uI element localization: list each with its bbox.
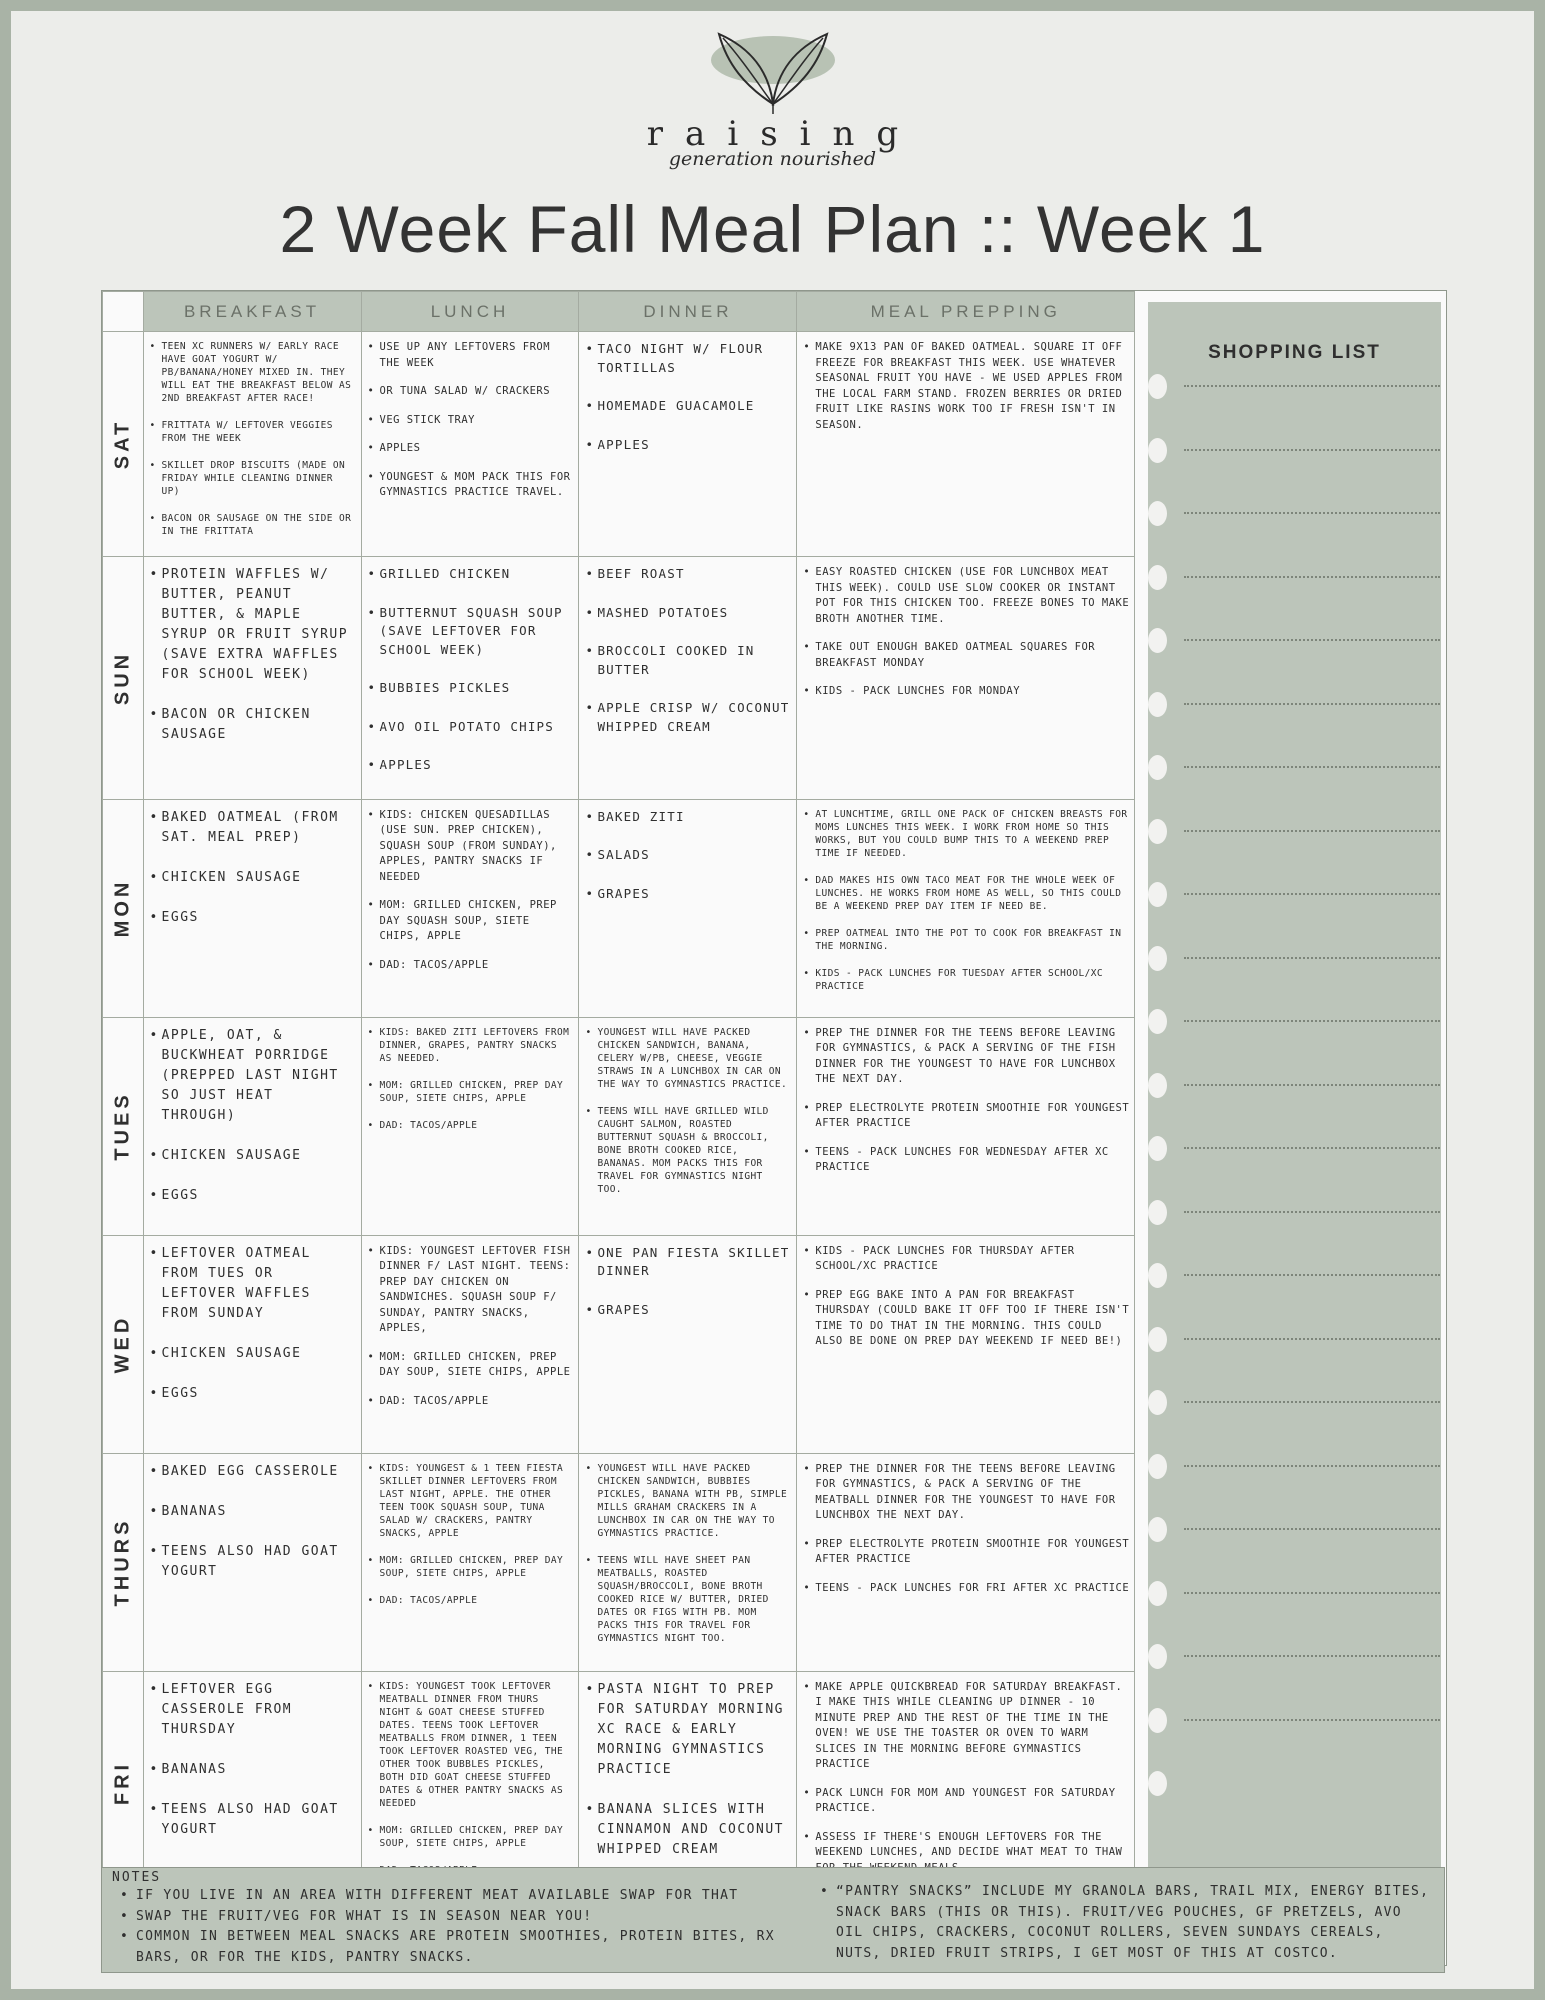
shopping-list-line[interactable] xyxy=(1184,511,1440,514)
meal-item: • FRITTATA W/ LEFTOVER VEGGIES FROM THE WEEK xyxy=(162,419,357,445)
binder-hole-icon xyxy=(1148,1581,1167,1606)
day-label: TUES xyxy=(111,1091,134,1161)
dinner-cell xyxy=(579,1453,797,1671)
breakfast-list xyxy=(144,1236,361,1428)
shopping-list-panel xyxy=(1148,302,1441,1961)
day-label: THURS xyxy=(111,1517,134,1607)
binder-hole-icon xyxy=(1148,1708,1167,1733)
shopping-list-line[interactable] xyxy=(1184,1210,1440,1213)
meal-item: • MAKE 9X13 PAN OF BAKED OATMEAL. SQUARE IT OFF FREEZE FOR BREAKFAST THIS WEEK. USE WHATEVER SEASONAL FRUIT YOU HAVE - WE USED APPLES FROM THE LOCAL FARM STAND. FROZEN BERRIES OR DRIED FRUIT LIKE RASINS WORK TOO IF FRESH ISN'T IN SEASON. xyxy=(815,340,1130,433)
col-header-breakfast: BREAKFAST xyxy=(143,292,361,332)
binder-hole-icon xyxy=(1148,1327,1167,1352)
meal-item: • DAD: TACOS/APPLE xyxy=(380,1594,575,1607)
notes-section xyxy=(101,1867,1445,1973)
day-label: FRI xyxy=(111,1760,134,1806)
meal-item: • MOM: GRILLED CHICKEN, PREP DAY SOUP, SIETE CHIPS, APPLE xyxy=(380,1554,575,1580)
day-label-cell xyxy=(103,1017,144,1235)
shopping-list-line[interactable] xyxy=(1184,1718,1440,1721)
meal-item: • YOUNGEST WILL HAVE PACKED CHICKEN SANDWICH, BANANA, CELERY W/PB, CHEESE, VEGGIE STRAWS IN A LUNCHBOX IN CAR ON THE WAY TO GYMNASTICS PRACTICE. xyxy=(597,1026,792,1091)
col-header-meal-prepping: MEAL PREPPING xyxy=(797,292,1135,332)
col-header-dinner: DINNER xyxy=(579,292,797,332)
meal-item: • KIDS - PACK LUNCHES FOR TUESDAY AFTER SCHOOL/XC PRACTICE xyxy=(815,967,1130,993)
meal-prepping-list xyxy=(797,1018,1134,1193)
binder-hole-icon xyxy=(1148,1009,1167,1034)
meal-item: • KIDS - PACK LUNCHES FOR THURSDAY AFTER SCHOOL/XC PRACTICE xyxy=(815,1244,1130,1275)
meal-item: • KIDS - PACK LUNCHES FOR MONDAY xyxy=(815,684,1130,700)
meal-item: • APPLE CRISP W/ COCONUT WHIPPED CREAM xyxy=(597,699,792,736)
day-row-sat xyxy=(103,332,1135,557)
binder-hole-icon xyxy=(1148,565,1167,590)
dinner-list xyxy=(579,1018,796,1214)
meal-plan-table xyxy=(102,291,1135,1896)
binder-hole-icon xyxy=(1148,1454,1167,1479)
shopping-list-line[interactable] xyxy=(1184,1083,1440,1086)
breakfast-list xyxy=(144,332,361,556)
meal-prepping-list xyxy=(797,1236,1134,1367)
shopping-list-line[interactable] xyxy=(1184,1019,1440,1022)
shopping-list-line[interactable] xyxy=(1184,1337,1440,1340)
meal-item: • TAKE OUT ENOUGH BAKED OATMEAL SQUARES FOR BREAKFAST MONDAY xyxy=(815,640,1130,671)
day-label-cell xyxy=(103,1235,144,1453)
shopping-list-line[interactable] xyxy=(1184,384,1440,387)
meal-item: • BUBBIES PICKLES xyxy=(380,679,575,698)
meal-item: • OR TUNA SALAD W/ CRACKERS xyxy=(380,384,575,400)
breakfast-list xyxy=(144,1672,361,1864)
meal-item: • YOUNGEST WILL HAVE PACKED CHICKEN SANDWICH, BUBBIES PICKLES, BANANA WITH PB, SIMPLE MILLS GRAHAM CRACKERS IN A LUNCHBOX IN CAR ON THE WAY TO GYMNASTICS PRACTICE. xyxy=(597,1462,792,1540)
meal-item: • BANANAS xyxy=(162,1760,357,1780)
breakfast-cell xyxy=(143,1453,361,1671)
day-label: SUN xyxy=(111,650,134,705)
meal-item: • ONE PAN FIESTA SKILLET DINNER xyxy=(597,1244,792,1281)
meal-item: • LEFTOVER EGG CASSEROLE FROM THURSDAY xyxy=(162,1680,357,1740)
dinner-cell xyxy=(579,332,797,557)
brand-logo xyxy=(11,26,1534,170)
binder-hole-icon xyxy=(1148,1200,1167,1225)
meal-item: • APPLE, OAT, & BUCKWHEAT PORRIDGE (PREPPED LAST NIGHT SO JUST HEAT THROUGH) xyxy=(162,1026,357,1126)
meal-item: • BANANAS xyxy=(162,1502,357,1522)
binder-hole-icon xyxy=(1148,819,1167,844)
meal-item: • KIDS: CHICKEN QUESADILLAS (USE SUN. PREP CHICKEN), SQUASH SOUP (FROM SUNDAY), APPLES, PANTRY SNACKS IF NEEDED xyxy=(380,808,575,886)
meal-prepping-list xyxy=(797,332,1134,450)
binder-hole-icon xyxy=(1148,438,1167,463)
dinner-cell xyxy=(579,1235,797,1453)
dinner-list xyxy=(579,800,796,928)
meal-item: • BROCCOLI COOKED IN BUTTER xyxy=(597,642,792,679)
dinner-list xyxy=(579,332,796,478)
meal-item: • BACON OR CHICKEN SAUSAGE xyxy=(162,705,357,745)
meal-prepping-cell xyxy=(797,1453,1135,1671)
meal-item: • KIDS: YOUNGEST LEFTOVER FISH DINNER F/ LAST NIGHT. TEENS: PREP DAY CHICKEN ON SANDWICHES. SQUASH SOUP F/ SUNDAY, PANTRY SNACKS, APPLES, xyxy=(380,1244,575,1337)
binder-hole-icon xyxy=(1148,882,1167,907)
lunch-cell xyxy=(361,1671,579,1895)
leaf-logo-icon xyxy=(683,26,863,116)
breakfast-list xyxy=(144,1454,361,1606)
shopping-list-line[interactable] xyxy=(1184,575,1440,578)
breakfast-cell xyxy=(143,799,361,1017)
lunch-list xyxy=(362,1672,579,1895)
lunch-cell xyxy=(361,332,579,557)
meal-item: • DAD: TACOS/APPLE xyxy=(380,958,575,974)
meal-item: • PROTEIN WAFFLES W/ BUTTER, PEANUT BUTTER, & MAPLE SYRUP OR FRUIT SYRUP (SAVE EXTRA WAFFLES FOR SCHOOL WEEK) xyxy=(162,565,357,685)
meal-item: • PREP OATMEAL INTO THE POT TO COOK FOR BREAKFAST IN THE MORNING. xyxy=(815,927,1130,953)
shopping-list-line[interactable] xyxy=(1184,829,1440,832)
meal-prepping-cell xyxy=(797,1017,1135,1235)
note-item: • SWAP THE FRUIT/VEG FOR WHAT IS IN SEASON NEAR YOU! xyxy=(136,1907,826,1928)
day-row-fri xyxy=(103,1671,1135,1895)
dinner-cell xyxy=(579,799,797,1017)
binder-hole-icon xyxy=(1148,374,1167,399)
meal-item: • KIDS: YOUNGEST & 1 TEEN FIESTA SKILLET DINNER LEFTOVERS FROM LAST NIGHT, APPLE. THE OTHER TEEN TOOK SQUASH SOUP, TUNA SALAD W/ CRACKERS, PANTRY SNACKS, APPLE xyxy=(380,1462,575,1540)
meal-item: • EASY ROASTED CHICKEN (USE FOR LUNCHBOX MEAT THIS WEEK). COULD USE SLOW COOKER OR INSTANT POT FOR THIS CHICKEN TOO. FREEZE BONES TO MAKE BROTH ANOTHER TIME. xyxy=(815,565,1130,627)
binder-hole-icon xyxy=(1148,1136,1167,1161)
plan-body xyxy=(103,332,1135,1896)
meal-item: • KIDS: BAKED ZITI LEFTOVERS FROM DINNER, GRAPES, PANTRY SNACKS AS NEEDED. xyxy=(380,1026,575,1065)
notes-left-list xyxy=(136,1886,826,1968)
day-label-cell xyxy=(103,1453,144,1671)
day-row-wed xyxy=(103,1235,1135,1453)
meal-item: • CHICKEN SAUSAGE xyxy=(162,1344,357,1364)
meal-prepping-cell xyxy=(797,1235,1135,1453)
meal-item: • DAD: TACOS/APPLE xyxy=(380,1394,575,1410)
lunch-list xyxy=(362,800,579,991)
meal-item: • VEG STICK TRAY xyxy=(380,413,575,429)
shopping-list-line[interactable] xyxy=(1184,956,1440,959)
day-label-cell xyxy=(103,799,144,1017)
shopping-list-line[interactable] xyxy=(1184,1464,1440,1467)
meal-item: • TEENS WILL HAVE SHEET PAN MEATBALLS, ROASTED SQUASH/BROCCOLI, BONE BROTH COOKED RICE W/ BUTTER, DRIED DATES OR FIGS WITH PB. MOM PACKS THIS FOR TRAVEL FOR GYMNASTICS NIGHT TOO. xyxy=(597,1554,792,1645)
meal-item: • MASHED POTATOES xyxy=(597,604,792,623)
lunch-list xyxy=(362,557,579,799)
shopping-list-line[interactable] xyxy=(1184,1273,1440,1276)
binder-hole-icon xyxy=(1148,501,1167,526)
lunch-cell xyxy=(361,557,579,800)
binder-hole-icon xyxy=(1148,1263,1167,1288)
meal-item: • ASSESS IF THERE'S ENOUGH LEFTOVERS FOR THE WEEKEND LUNCHES, AND DECIDE WHAT MEAT TO THAW xyxy=(815,1830,1130,1877)
shopping-list-title: SHOPPING LIST xyxy=(1208,342,1381,363)
meal-item: • CHICKEN SAUSAGE xyxy=(162,1146,357,1166)
day-row-mon xyxy=(103,799,1135,1017)
meal-item: • MOM: GRILLED CHICKEN, PREP DAY SOUP, SIETE CHIPS, APPLE xyxy=(380,1350,575,1381)
lunch-cell xyxy=(361,1017,579,1235)
meal-item: • TEENS ALSO HAD GOAT YOGURT xyxy=(162,1800,357,1840)
lunch-cell xyxy=(361,1235,579,1453)
dinner-list xyxy=(579,557,796,760)
binder-hole-icon xyxy=(1148,946,1167,971)
meal-item: • BAKED OATMEAL (FROM SAT. MEAL PREP) xyxy=(162,808,357,848)
meal-item: • BEEF ROAST xyxy=(597,565,792,584)
dinner-cell xyxy=(579,1017,797,1235)
dinner-list xyxy=(579,1236,796,1344)
shopping-list-line[interactable] xyxy=(1184,765,1440,768)
shopping-list-line[interactable] xyxy=(1184,1146,1440,1149)
lunch-cell xyxy=(361,1453,579,1671)
day-label-cell xyxy=(103,332,144,557)
meal-item: • PREP THE DINNER FOR THE TEENS BEFORE LEAVING FOR GYMNASTICS, & PACK A SERVING OF THE FISH DINNER FOR THE YOUNGEST TO HAVE FOR LUNCHBOX THE NEXT DAY. xyxy=(815,1026,1130,1088)
brand-tagline: generation nourished xyxy=(668,148,877,170)
meal-item: • EGGS xyxy=(162,1384,357,1404)
meal-item: • YOUNGEST & MOM PACK THIS FOR GYMNASTICS PRACTICE TRAVEL. xyxy=(380,470,575,501)
meal-item: • PASTA NIGHT TO PREP FOR SATURDAY MORNING XC RACE & EARLY MORNING GYMNASTICS PRACTICE xyxy=(597,1680,792,1780)
meal-item: • EGGS xyxy=(162,1186,357,1206)
meal-item: • TEEN XC RUNNERS W/ EARLY RACE HAVE GOAT YOGURT W/ PB/BANANA/HONEY MIXED IN. THEY WILL EAT THE BREAKFAST BELOW AS 2ND BREAKFAST AFTER RACE! xyxy=(162,340,357,405)
breakfast-cell xyxy=(143,332,361,557)
meal-item: • PACK LUNCH FOR MOM AND YOUNGEST FOR SATURDAY PRACTICE. xyxy=(815,1786,1130,1817)
meal-item: • USE UP ANY LEFTOVERS FROM THE WEEK xyxy=(380,340,575,371)
shopping-list-line[interactable] xyxy=(1184,638,1440,641)
note-item: • COMMON IN BETWEEN MEAL SNACKS ARE PROTEIN SMOOTHIES, PROTEIN BITES, RX BARS, OR FOR THE KIDS, PANTRY SNACKS. xyxy=(136,1927,826,1968)
meal-item: • PREP EGG BAKE INTO A PAN FOR BREAKFAST THURSDAY (COULD BAKE IT OFF TOO IF THERE ISN'T TIME TO DO THAT IN THE MORNING. THIS COULD ALSO BE DONE ON PREP DAY WEEKEND IF NEED BE!) xyxy=(815,1288,1130,1350)
meal-item: • SKILLET DROP BISCUITS (MADE ON FRIDAY WHILE CLEANING DINNER UP) xyxy=(162,459,357,498)
binder-hole-icon xyxy=(1148,1644,1167,1669)
breakfast-list xyxy=(144,1018,361,1230)
binder-hole-icon xyxy=(1148,1073,1167,1098)
day-row-sun xyxy=(103,557,1135,800)
meal-item: • DAD: TACOS/APPLE xyxy=(380,1119,575,1132)
meal-item: • MOM: GRILLED CHICKEN, PREP DAY SOUP, SIETE CHIPS, APPLE xyxy=(380,1824,575,1850)
notes-right-list xyxy=(836,1882,1436,1964)
plan-grid xyxy=(101,290,1447,1966)
note-item: • IF YOU LIVE IN AN AREA WITH DIFFERENT MEAT AVAILABLE SWAP FOR THAT xyxy=(136,1886,826,1907)
binder-hole-icon xyxy=(1148,692,1167,717)
shopping-list-line[interactable] xyxy=(1184,1591,1440,1594)
shopping-list-line[interactable] xyxy=(1184,702,1440,705)
meal-item: • SALADS xyxy=(597,846,792,865)
dinner-cell xyxy=(579,1671,797,1895)
meal-prepping-list xyxy=(797,1454,1134,1614)
lunch-list xyxy=(362,1236,579,1427)
note-item: • “PANTRY SNACKS” INCLUDE MY GRANOLA BARS, TRAIL MIX, ENERGY BITES, SNACK BARS (THIS OR THIS). FRUIT/VEG POUCHES, GF PRETZELS, AVO OIL CHIPS, CRACKERS, COCONUT ROLLERS, SEVEN SUNDAYS CEREALS, NUTS, DRIED FRUIT STRIPS, I GET MOST OF THIS AT COSTCO. xyxy=(836,1882,1436,1964)
breakfast-cell xyxy=(143,1235,361,1453)
meal-prepping-list xyxy=(797,1672,1134,1894)
meal-item: • TEENS - PACK LUNCHES FOR FRI AFTER XC PRACTICE xyxy=(815,1581,1130,1597)
shopping-list-line[interactable] xyxy=(1184,1527,1440,1530)
binder-hole-icon xyxy=(1148,755,1167,780)
meal-item: • APPLES xyxy=(380,756,575,775)
meal-plan-page xyxy=(11,11,1534,1989)
meal-item: • BANANA SLICES WITH CINNAMON AND COCONUT WHIPPED CREAM xyxy=(597,1800,792,1860)
corner-cell xyxy=(103,292,144,332)
breakfast-list xyxy=(144,557,361,769)
binder-hole-icon xyxy=(1148,1517,1167,1542)
lunch-cell xyxy=(361,799,579,1017)
breakfast-cell xyxy=(143,1671,361,1895)
meal-item: • TEENS - PACK LUNCHES FOR WEDNESDAY AFTER XC PRACTICE xyxy=(815,1145,1130,1176)
binder-hole-icon xyxy=(1148,628,1167,653)
day-label: WED xyxy=(111,1314,134,1374)
meal-item: • PREP THE DINNER FOR THE TEENS BEFORE LEAVING FOR GYMNASTICS, & PACK A SERVING OF THE MEATBALL DINNER FOR THE YOUNGEST TO HAVE FOR LUNCHBOX THE NEXT DAY. xyxy=(815,1462,1130,1524)
meal-item: • GRAPES xyxy=(597,885,792,904)
day-label: MON xyxy=(111,878,134,938)
day-label-cell xyxy=(103,1671,144,1895)
day-label-cell xyxy=(103,557,144,800)
day-row-tues xyxy=(103,1017,1135,1235)
binder-hole-icon xyxy=(1148,1771,1167,1796)
meal-item: • BAKED ZITI xyxy=(597,808,792,827)
meal-item: • AT LUNCHTIME, GRILL ONE PACK OF CHICKEN BREASTS FOR MOMS LUNCHES THIS WEEK. I WORK FROM HOME SO THIS WORKS, BUT YOU COULD BUMP THIS TO A WEEKEND PREP TIME IF NEEDED. xyxy=(815,808,1130,860)
meal-item: • MOM: GRILLED CHICKEN, PREP DAY SQUASH SOUP, SIETE CHIPS, APPLE xyxy=(380,898,575,945)
meal-item: • BACON OR SAUSAGE ON THE SIDE OR IN THE FRITTATA xyxy=(162,512,357,538)
meal-item: • BUTTERNUT SQUASH SOUP (SAVE LEFTOVER FOR SCHOOL WEEK) xyxy=(380,604,575,660)
meal-item: • CHICKEN SAUSAGE xyxy=(162,868,357,888)
dinner-list xyxy=(579,1454,796,1663)
shopping-list-line[interactable] xyxy=(1184,448,1440,451)
dinner-cell xyxy=(579,557,797,800)
meal-item: • PREP ELECTROLYTE PROTEIN SMOOTHIE FOR YOUNGEST AFTER PRACTICE xyxy=(815,1101,1130,1132)
shopping-list-line[interactable] xyxy=(1184,1654,1440,1657)
meal-item: • MOM: GRILLED CHICKEN, PREP DAY SOUP, SIETE CHIPS, APPLE xyxy=(380,1079,575,1105)
meal-item: • HOMEMADE GUACAMOLE xyxy=(597,397,792,416)
meal-item: • TEENS WILL HAVE GRILLED WILD CAUGHT SALMON, ROASTED BUTTERNUT SQUASH & BROCCOLI, BONE BROTH COOKED RICE, BANANAS. MOM PACKS THIS FOR TRAVEL FOR GYMNASTICS NIGHT TOO. xyxy=(597,1105,792,1196)
col-header-lunch: LUNCH xyxy=(361,292,579,332)
binder-hole-icon xyxy=(1148,1390,1167,1415)
meal-item: • KIDS: YOUNGEST TOOK LEFTOVER MEATBALL DINNER FROM THURS NIGHT & GOAT CHEESE STUFFED DATES. TEENS TOOK LEFTOVER MEATBALLS FROM DINNER, 1 TEEN TOOK LEFTOVER ROASTED VEG, THE OTHER TOOK BUBBLES PICKLES, BOTH DID GOAT CHEESE STUFFED DATES & OTHER PANTRY SNACKS AS NEEDED xyxy=(380,1680,575,1810)
meal-item: • TEENS ALSO HAD GOAT YOGURT xyxy=(162,1542,357,1582)
meal-item: • AVO OIL POTATO CHIPS xyxy=(380,718,575,737)
page-title: 2 Week Fall Meal Plan :: Week 1 xyxy=(279,192,1266,266)
notes-label: NOTES xyxy=(112,1870,162,1885)
brand-name: raising xyxy=(646,114,921,154)
meal-item: • MAKE APPLE QUICKBREAD FOR SATURDAY BREAKFAST. I MAKE THIS WHILE CLEANING UP DINNER - 10 MINUTE PREP AND THE REST OF THE TIME IN THE OVEN! WE USE THE TOASTER OR OVEN TO WARM SLICES IN THE MORNING BEFORE GYMNASTICS PRACTICE xyxy=(815,1680,1130,1773)
meal-item: • GRILLED CHICKEN xyxy=(380,565,575,584)
day-label: SAT xyxy=(111,418,134,470)
meal-prepping-cell xyxy=(797,332,1135,557)
dinner-list xyxy=(579,1672,796,1884)
meal-item: • BAKED EGG CASSEROLE xyxy=(162,1462,357,1482)
meal-item: • GRAPES xyxy=(597,1301,792,1320)
lunch-list xyxy=(362,1018,579,1150)
meal-item: • EGGS xyxy=(162,908,357,928)
shopping-list-line[interactable] xyxy=(1184,892,1440,895)
meal-prepping-list xyxy=(797,800,1134,1011)
meal-prepping-list xyxy=(797,557,1134,717)
meal-prepping-cell xyxy=(797,557,1135,800)
meal-item: • DAD MAKES HIS OWN TACO MEAT FOR THE WHOLE WEEK OF LUNCHES. HE WORKS FROM HOME AS WELL, SO THIS COULD BE A WEEKEND PREP DAY ITEM IF NEED BE. xyxy=(815,874,1130,913)
shopping-list-line[interactable] xyxy=(1184,1400,1440,1403)
day-row-thurs xyxy=(103,1453,1135,1671)
breakfast-cell xyxy=(143,1017,361,1235)
meal-item: • APPLES xyxy=(597,436,792,455)
meal-prepping-cell xyxy=(797,799,1135,1017)
lunch-list xyxy=(362,332,579,518)
meal-item: • LEFTOVER OATMEAL FROM TUES OR LEFTOVER WAFFLES FROM SUNDAY xyxy=(162,1244,357,1324)
meal-item: • PREP ELECTROLYTE PROTEIN SMOOTHIE FOR YOUNGEST AFTER PRACTICE xyxy=(815,1537,1130,1568)
breakfast-list xyxy=(144,800,361,952)
meal-item: • TACO NIGHT W/ FLOUR TORTILLAS xyxy=(597,340,792,377)
meal-prepping-cell xyxy=(797,1671,1135,1895)
meal-item: • APPLES xyxy=(380,441,575,457)
breakfast-cell xyxy=(143,557,361,800)
lunch-list xyxy=(362,1454,579,1625)
